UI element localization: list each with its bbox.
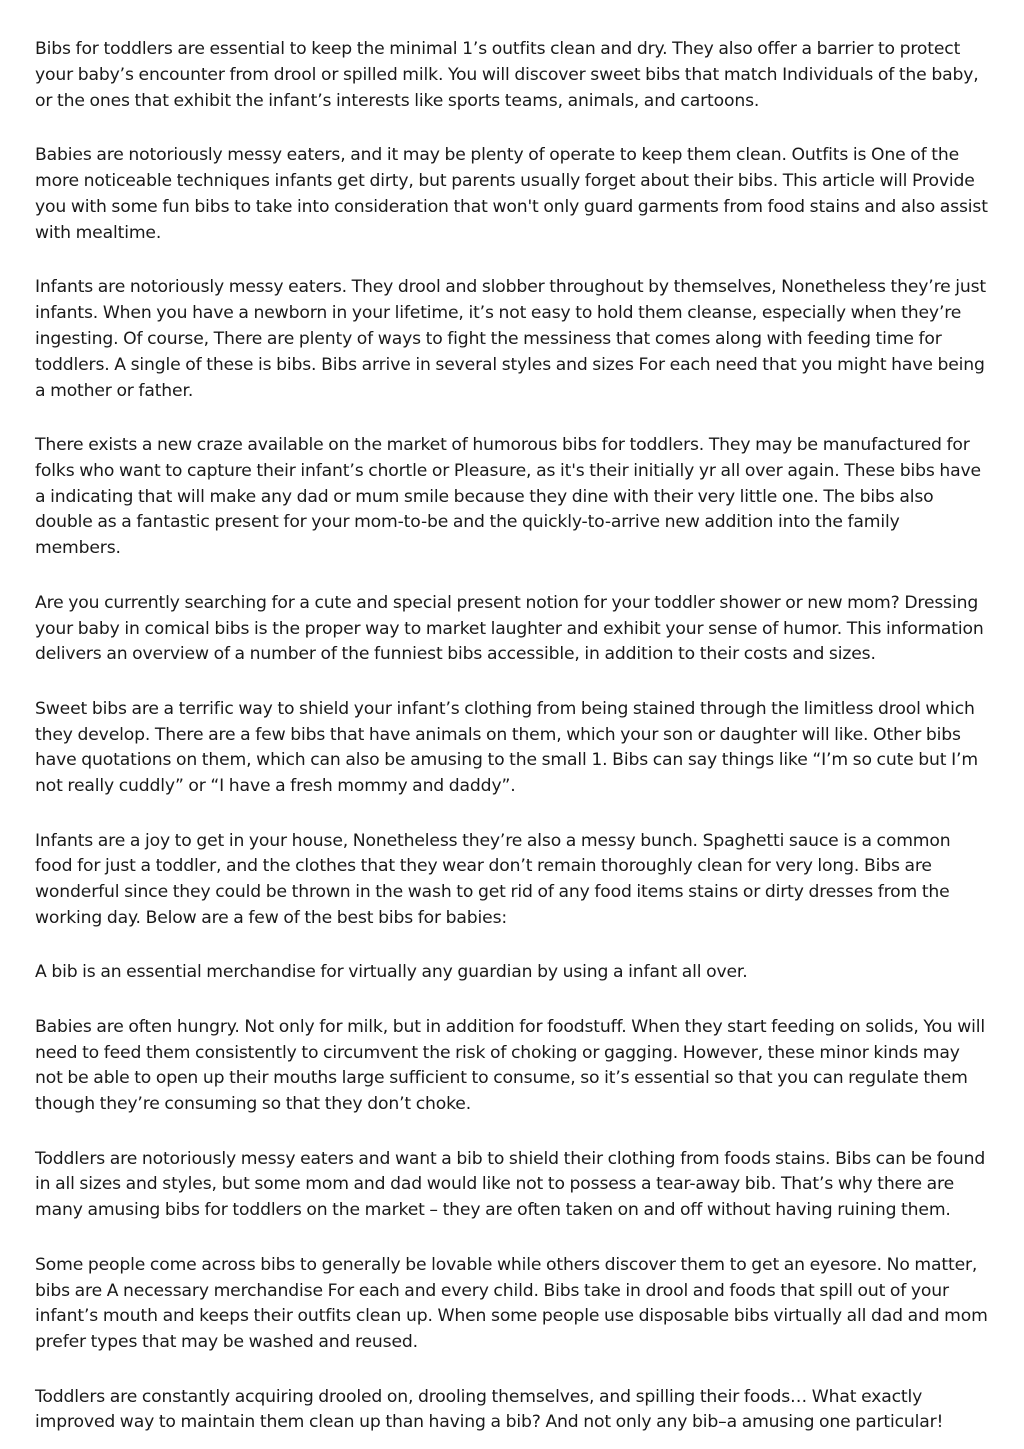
paragraph: Infants are a joy to get in your house, Nonetheless they’re also a messy bunch. Spaghetti sauce is a common food for just a toddler, and the clothes that they wear don’t remain thoroughly clean for very long. Bibs are wonderful since they could be thrown in the wash to get rid of any food items stains or dirty dresses from the working day. Below are a few of the best bibs for babies: xyxy=(35,830,951,929)
paragraph: Toddlers are constantly acquiring drooled on, drooling themselves, and spilling their foods… What exactly improved way to maintain them clean up than having a bib? And not only any bib–a amusing one particular! xyxy=(35,1386,944,1433)
paragraph: Sweet bibs are a terrific way to shield your infant’s clothing from being stained through the limitless drool which they develop. There are a few bibs that have animals on them, which your son or daughter will like. Other bibs have quotations on them, which can also be amusing to the small 1. Bibs can say things like “I’m so cute but I’m not really cuddly” or “I have a fresh mommy and daddy”. xyxy=(35,698,978,797)
paragraph: There exists a new craze available on the market of humorous bibs for toddlers. They may be manufactured for folks who want to capture their infant’s chortle or Pleasure, as it's their initially yr all over again. These bibs have a indicating that will make any dad or mum smile because they dine with their very little one. The bibs also double as a fantastic present for your mom-to-be and the quickly-to-arrive new addition into the family members. xyxy=(35,434,981,559)
document-body xyxy=(35,37,990,1436)
paragraph: Some people come across bibs to generally be lovable while others discover them to get an eyesore. No matter, bibs are A necessary merchandise For each and every child. Bibs take in drool and foods that spill out of your infant’s mouth and keeps their outfits clean up. When some people use disposable bibs virtually all dad and mom prefer types that may be washed and reused. xyxy=(35,1254,988,1353)
paragraph: Babies are notoriously messy eaters, and it may be plenty of operate to keep them clean. Outfits is One of the more noticeable techniques infants get dirty, but parents usually forget about their bibs. This article will Provide you with some fun bibs to take into consideration that won't only guard garments from food stains and also assist with mealtime. xyxy=(35,145,988,243)
paragraph: Are you currently searching for a cute and special present notion for your toddler shower or new mom? Dressing your baby in comical bibs is the proper way to market laughter and exhibit your sense of humor. This information delivers an overview of a number of the funniest bibs accessible, in addition to their costs and sizes. xyxy=(35,592,984,665)
paragraph: Babies are often hungry. Not only for milk, but in addition for foodstuff. When they start feeding on solids, You will need to feed them consistently to circumvent the risk of choking or gagging. However, these minor kinds may not be able to open up their mouths large sufficient to consume, so it’s essential so that you can regulate them though they’re consuming so that they don’t choke. xyxy=(35,1016,986,1115)
paragraph: Infants are notoriously messy eaters. They drool and slobber throughout by themselves, Nonetheless they’re just infants. When you have a newborn in your lifetime, it’s not easy to hold them cleanse, especially when they’re ingesting. Of course, There are plenty of ways to fight the messiness that comes along with feeding time for toddlers. A single of these is bibs. Bibs arrive in several styles and sizes For each need that you might have being a mother or father. xyxy=(35,276,987,401)
paragraph: Bibs for toddlers are essential to keep the minimal 1’s outfits clean and dry. They also offer a barrier to protect your baby’s encounter from drool or spilled milk. You will discover sweet bibs that match Individuals of the baby, or the ones that exhibit the infant’s interests like sports teams, animals, and cartoons. xyxy=(35,39,979,111)
paragraph: A bib is an essential merchandise for virtually any guardian by using a infant all over. xyxy=(35,962,748,983)
paragraph: Toddlers are notoriously messy eaters and want a bib to shield their clothing from foods stains. Bibs can be found in all sizes and styles, but some mom and dad would like not to possess a tear-away bib. That’s why there are many amusing bibs for toddlers on the market – they are often taken on and off without having ruining them. xyxy=(35,1148,986,1221)
